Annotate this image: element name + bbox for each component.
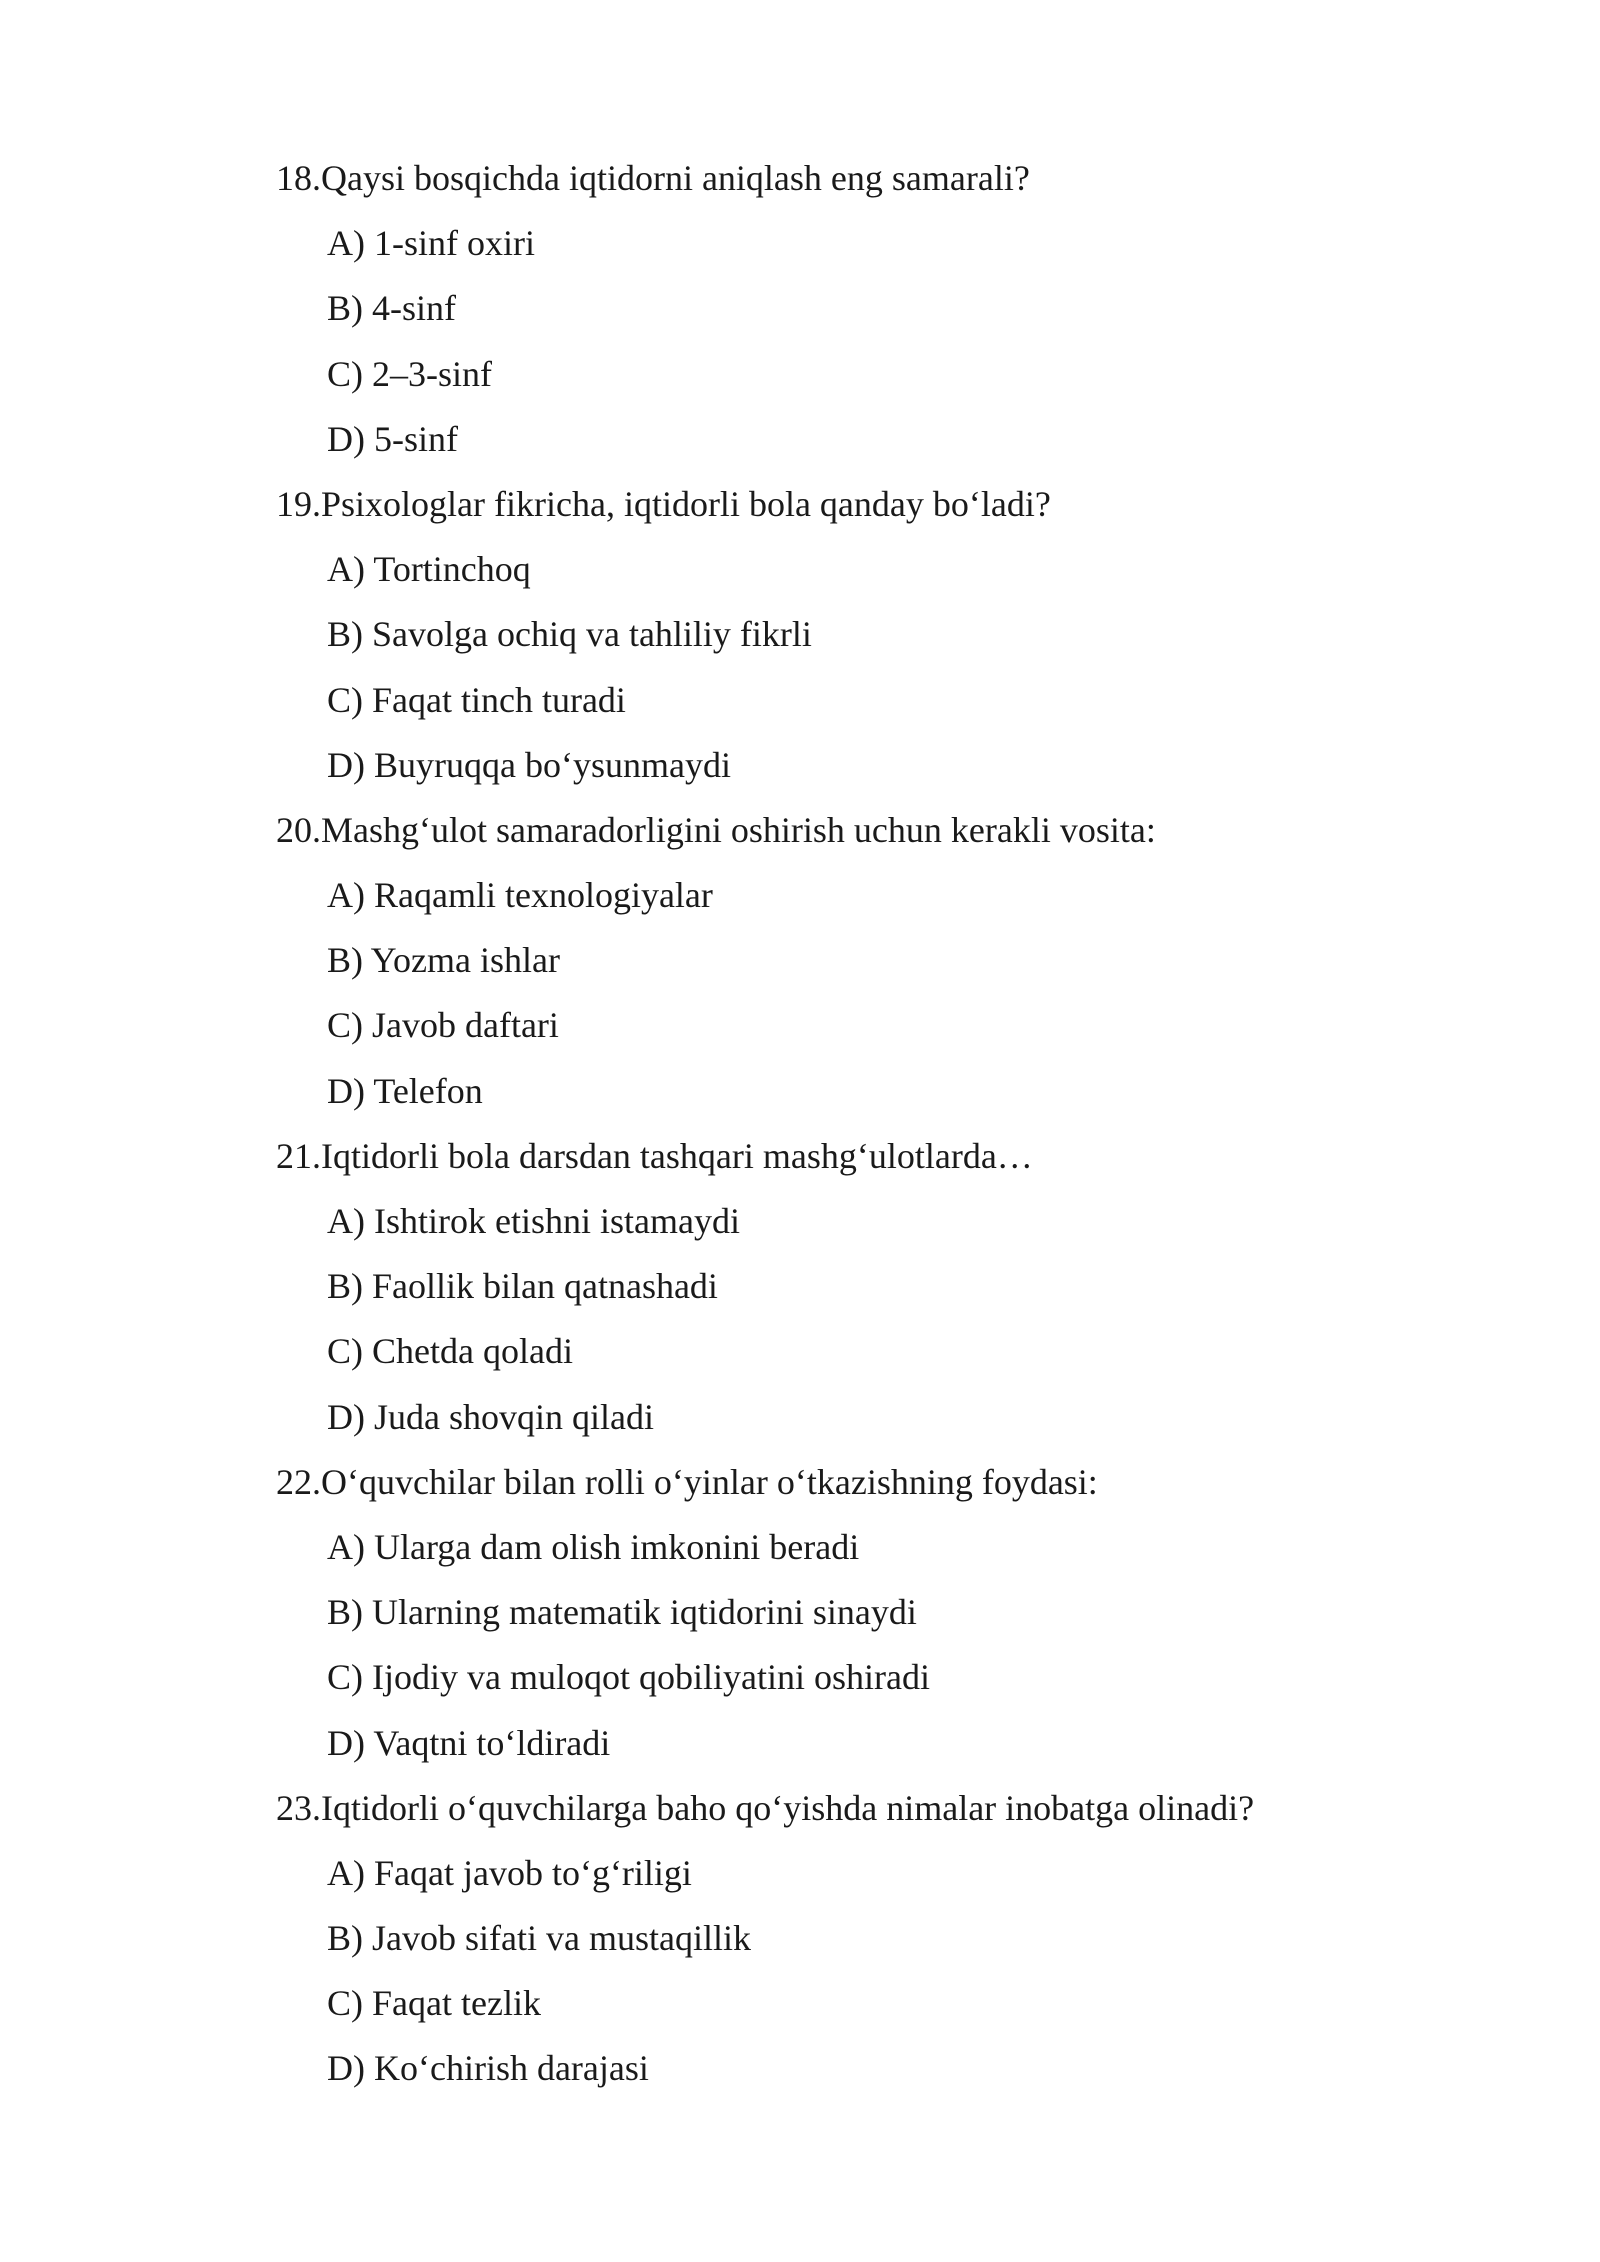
option-a: A) Ishtirok etishni istamaydi	[327, 1201, 740, 1241]
question-number: 20.	[276, 809, 321, 850]
question-text: Psixologlar fikricha, iqtidorli bola qanday bo‘ladi?	[321, 483, 1051, 524]
question-text: Iqtidorli bola darsdan tashqari mashg‘ulotlarda…	[321, 1135, 1033, 1176]
option-c: C) Faqat tinch turadi	[327, 679, 626, 720]
question-23	[276, 1776, 1376, 2102]
option-d: D) Juda shovqin qiladi	[327, 1396, 654, 1437]
option-b: B) 4-sinf	[327, 288, 456, 329]
option-b: B) Yozma ishlar	[327, 940, 560, 981]
option-c: C) 2–3-sinf	[327, 353, 492, 394]
option-c: C) Chetda qoladi	[327, 1331, 573, 1372]
question-21	[276, 1124, 1376, 1450]
question-text: Qaysi bosqichda iqtidorni aniqlash eng samarali?	[321, 158, 1030, 198]
option-c: C) Ijodiy va muloqot qobiliyatini oshiradi	[327, 1657, 930, 1698]
question-18	[276, 146, 1376, 472]
option-b: B) Faollik bilan qatnashadi	[327, 1266, 718, 1307]
option-b: B) Savolga ochiq va tahliliy fikrli	[327, 614, 812, 655]
question-number: 21.	[276, 1135, 321, 1176]
question-number: 22.	[276, 1461, 321, 1502]
option-a: A) Raqamli texnologiyalar	[327, 875, 713, 916]
question-text: Iqtidorli o‘quvchilarga baho qo‘yishda nimalar inobatga olinadi?	[321, 1787, 1255, 1828]
option-b: B) Javob sifati va mustaqillik	[327, 1918, 751, 1959]
question-text: O‘quvchilar bilan rolli o‘yinlar o‘tkazishning foydasi:	[321, 1461, 1098, 1502]
question-text: Mashg‘ulot samaradorligini oshirish uchun kerakli vosita:	[321, 809, 1156, 850]
option-d: D) Buyruqqa bo‘ysunmaydi	[327, 744, 731, 785]
option-a: A) Ularga dam olish imkonini beradi	[327, 1526, 860, 1567]
option-d: D) Vaqtni to‘ldiradi	[327, 1722, 611, 1763]
option-d: D) 5-sinf	[327, 418, 458, 459]
question-stem	[276, 798, 1376, 863]
option-b: B) Ularning matematik iqtidorini sinaydi	[327, 1592, 917, 1633]
option-c: C) Javob daftari	[327, 1005, 559, 1046]
question-stem	[276, 1124, 1376, 1189]
option-d: D) Ko‘chirish darajasi	[327, 2048, 649, 2089]
question-number: 18.	[276, 158, 321, 198]
option-a: A) Faqat javob to‘g‘riligi	[327, 1852, 692, 1893]
question-list	[276, 146, 1376, 2102]
question-number: 23.	[276, 1787, 321, 1828]
question-stem	[276, 1776, 1376, 1841]
option-d: D) Telefon	[327, 1070, 483, 1111]
question-stem	[276, 472, 1376, 537]
question-stem	[276, 1450, 1376, 1515]
option-a: A) 1-sinf oxiri	[327, 223, 535, 264]
question-number: 19.	[276, 483, 321, 524]
option-a: A) Tortinchoq	[327, 549, 531, 590]
question-19	[276, 472, 1376, 798]
option-c: C) Faqat tezlik	[327, 1983, 541, 2024]
question-20	[276, 798, 1376, 1124]
question-22	[276, 1450, 1376, 1776]
question-stem	[276, 146, 1376, 211]
